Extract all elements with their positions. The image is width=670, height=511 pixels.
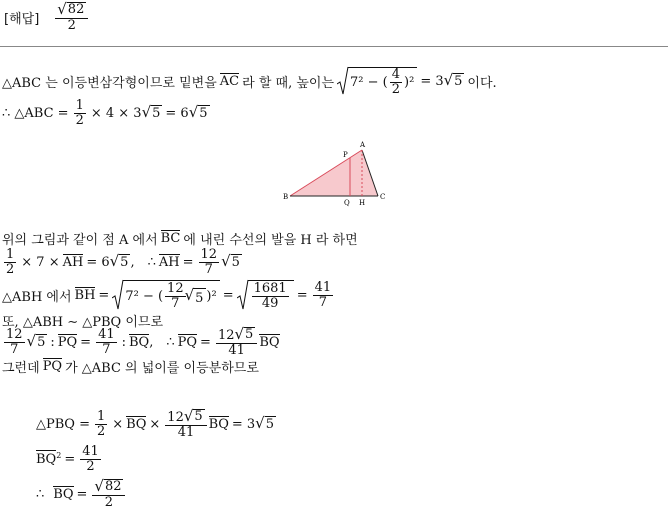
answer-label: [해답] — [4, 11, 40, 27]
line-bh-value: △ABH 에서 BH = 7² − ( $\frac{12}{7}$ √ 5 )² = $\frac{1681}{49}$ = $\frac{41}{7}$ — [2, 279, 332, 311]
answer-radicand: 82 — [67, 2, 85, 18]
line-ah-value: $\frac{1}{2}$ × 7 × AH = 6 √ 5 , ∴ AH = $\frac{12}{7}$ √ 5 — [6, 246, 240, 277]
segment-bh: BH — [74, 287, 96, 303]
answer-denominator: 2 — [67, 17, 76, 33]
segment-bc: BC — [160, 230, 181, 246]
segment-ah-text: AH — [62, 254, 84, 270]
label-h: H — [359, 199, 366, 207]
answer-header — [4, 2, 90, 32]
line-similarity: 또, △ABH ∼ △PBQ 이므로 — [2, 314, 164, 330]
line-perpendicular: 위의 그림과 같이 점 A 에서 BC 에 내린 수선의 발을 H 라 하면 — [2, 230, 358, 248]
line-area-abc: ∴ △ABC = $\frac{1}{2}$ × 4 × 3 √ 5 = 6 √ 5 — [2, 97, 208, 128]
label-b: B — [283, 193, 289, 201]
height-sqrt: 7² − ( $\frac{4}{2}$ )² — [337, 66, 417, 96]
line-ratio: $\frac{12}{7}$ √ 5 : PQ = $\frac{41}{7}$ : BQ , ∴ PQ = 12 √ 5 41 BQ — [6, 324, 280, 358]
equation-bq-final: ∴ BQ = √ 82 2 — [36, 478, 127, 510]
label-q: Q — [344, 199, 350, 207]
line-isosceles-height: △ABC 는 이등변삼각형이므로 밑변을 AC 라 할 때, 높이는 7² − ( $\frac{4}{2}$ )² = 3 √ 5 이다. — [2, 67, 497, 97]
segment-ac: AC — [219, 73, 240, 89]
triangle-figure — [280, 136, 392, 208]
equation-bq-squared: $BQ^2$ = $\frac{41}{2}$ — [36, 443, 99, 474]
segment-pq: PQ — [57, 334, 78, 350]
line-bisect-area: 그런데 PQ 가 △ABC 의 넓이를 이등분하므로 — [2, 358, 259, 376]
label-a: A — [360, 141, 366, 149]
label-p: P — [343, 151, 348, 159]
segment-bq: BQ — [129, 334, 150, 350]
label-c: C — [380, 193, 386, 201]
equation-pbq-area: △PBQ = $\frac{1}{2}$ × BQ × 12 √ 5 41 BQ = 3 √ 5 — [36, 406, 274, 440]
answer-fraction: √ 82 2 — [55, 2, 88, 32]
header-divider — [0, 46, 668, 47]
